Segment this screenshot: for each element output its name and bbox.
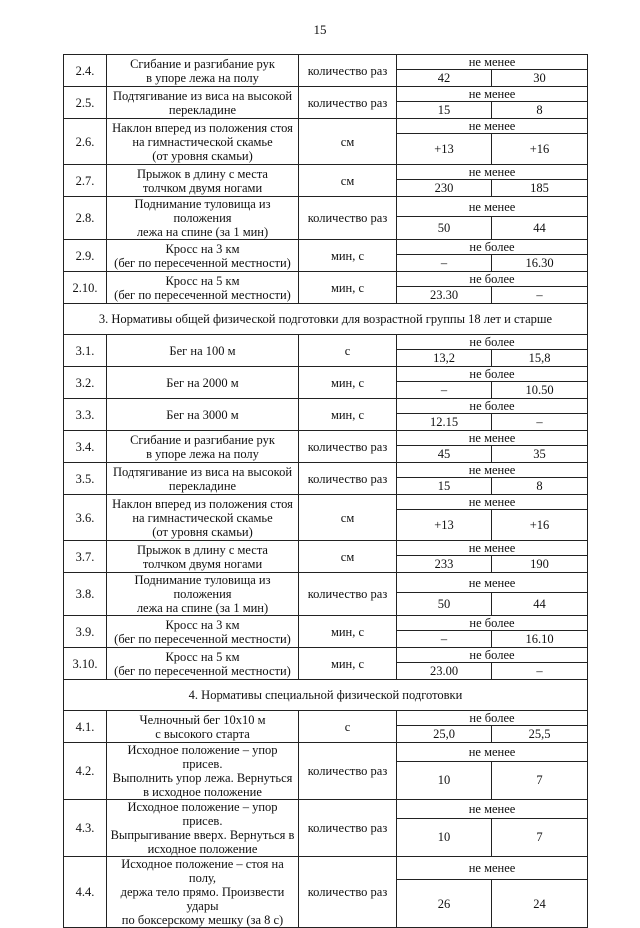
value-2: 190 (492, 556, 588, 573)
item-unit: количество раз (299, 573, 397, 616)
item-name-line: на гимнастической скамье (132, 510, 273, 525)
item-unit: количество раз (299, 55, 397, 87)
item-unit: мин, с (299, 272, 397, 304)
section-row (64, 304, 588, 335)
table-row (64, 165, 588, 180)
item-name-line: (бег по пересеченной местности) (114, 255, 291, 270)
item-name-line: Кросс на 3 км (165, 617, 240, 632)
item-name (107, 165, 299, 197)
requirement-label: не менее (397, 87, 588, 102)
item-name (107, 800, 299, 857)
requirement-label: не более (397, 240, 588, 255)
item-number: 3.9. (64, 616, 107, 648)
value-1: 15 (397, 102, 492, 119)
table-row (64, 367, 588, 382)
item-unit: с (299, 335, 397, 367)
item-name-line: в упоре лежа на полу (146, 446, 259, 461)
table-row (64, 87, 588, 102)
value-1: 15 (397, 478, 492, 495)
requirement-label: не менее (397, 197, 588, 217)
item-name-line: Кросс на 5 км (165, 649, 240, 664)
item-name (107, 240, 299, 272)
item-number: 3.4. (64, 431, 107, 463)
requirement-label: не менее (397, 431, 588, 446)
item-name-line: в исходное положение (143, 785, 262, 799)
value-1: 10 (397, 818, 492, 856)
value-1: – (397, 631, 492, 648)
value-1: – (397, 255, 492, 272)
item-name-line: толчком двумя ногами (142, 180, 263, 195)
value-1: 23.00 (397, 663, 492, 680)
item-number: 4.3. (64, 800, 107, 857)
table-row (64, 541, 588, 556)
item-name-line: лежа на спине (за 1 мин) (136, 225, 269, 239)
item-number: 2.7. (64, 165, 107, 197)
item-unit: количество раз (299, 463, 397, 495)
item-unit: с (299, 711, 397, 743)
item-name-line: (бег по пересеченной местности) (114, 663, 291, 678)
value-2: 30 (492, 70, 588, 87)
item-number: 3.2. (64, 367, 107, 399)
item-name-line: Прыжок в длину с места (137, 542, 268, 557)
item-unit: см (299, 119, 397, 165)
requirement-label: не более (397, 648, 588, 663)
item-name-line: лежа на спине (за 1 мин) (136, 601, 269, 615)
item-name-line: с высокого старта (155, 726, 250, 741)
item-name-line: Исходное положение – упор присев. (127, 743, 278, 771)
value-1: 12.15 (397, 414, 492, 431)
value-2: +16 (492, 510, 588, 541)
item-number: 2.10. (64, 272, 107, 304)
item-number: 3.1. (64, 335, 107, 367)
item-name (107, 541, 299, 573)
value-1: 45 (397, 446, 492, 463)
table-row (64, 573, 588, 593)
value-2: – (492, 414, 588, 431)
value-2: +16 (492, 134, 588, 165)
item-name-line: (бег по пересеченной местности) (114, 631, 291, 646)
item-name-line: Исходное положение – упор присев. (127, 800, 278, 828)
requirement-label: не менее (397, 119, 588, 134)
requirement-label: не более (397, 711, 588, 726)
value-2: – (492, 663, 588, 680)
table-row (64, 272, 588, 287)
item-name (107, 399, 299, 431)
item-name-line: держа тело прямо. Произвести удары (120, 885, 285, 913)
value-1: 23.30 (397, 287, 492, 304)
item-name-line: Выпрыгивание вверх. Вернуться в (110, 828, 295, 842)
value-1: 50 (397, 593, 492, 616)
item-unit: мин, с (299, 648, 397, 680)
value-2: 16.30 (492, 255, 588, 272)
value-2: 35 (492, 446, 588, 463)
section-title: 4. Нормативы специальной физической подготовки (64, 680, 588, 711)
requirement-label: не менее (397, 165, 588, 180)
value-1: 50 (397, 217, 492, 240)
table-row (64, 119, 588, 134)
item-name-line: Кросс на 3 км (165, 241, 240, 256)
item-name (107, 857, 299, 928)
item-name-line: (от уровня скамьи) (152, 524, 253, 539)
item-name-line: Кросс на 5 км (165, 273, 240, 288)
requirement-label: не более (397, 616, 588, 631)
item-name-line: Поднимание туловища из положения (134, 197, 271, 225)
item-name (107, 197, 299, 240)
item-name (107, 573, 299, 616)
table-row (64, 431, 588, 446)
item-unit: мин, с (299, 240, 397, 272)
item-name-line: Бег на 2000 м (166, 375, 239, 390)
value-2: 8 (492, 478, 588, 495)
table-row (64, 711, 588, 726)
item-name-line: Подтягивание из виса на высокой (112, 464, 293, 479)
item-name-line: (бег по пересеченной местности) (114, 287, 291, 302)
value-2: 44 (492, 217, 588, 240)
section-title: 3. Нормативы общей физической подготовки для возрастной группы 18 лет и старше (64, 304, 588, 335)
item-number: 2.6. (64, 119, 107, 165)
requirement-label: не менее (397, 495, 588, 510)
requirement-label: не более (397, 335, 588, 350)
requirement-label: не менее (397, 857, 588, 880)
item-number: 2.8. (64, 197, 107, 240)
item-number: 3.8. (64, 573, 107, 616)
table-row (64, 857, 588, 880)
item-name-line: толчком двумя ногами (142, 556, 263, 571)
item-name (107, 648, 299, 680)
value-2: – (492, 287, 588, 304)
value-2: 8 (492, 102, 588, 119)
value-2: 24 (492, 880, 588, 928)
item-number: 2.9. (64, 240, 107, 272)
item-name-line: Исходное положение – стоя на полу, (121, 857, 284, 885)
standards-table (63, 54, 588, 928)
table-row (64, 463, 588, 478)
item-name-line: Челночный бег 10х10 м (139, 712, 266, 727)
item-unit: мин, с (299, 399, 397, 431)
item-name-line: исходное положение (147, 842, 258, 856)
table-row (64, 335, 588, 350)
item-unit: количество раз (299, 431, 397, 463)
requirement-label: не менее (397, 743, 588, 762)
value-2: 10.50 (492, 382, 588, 399)
item-unit: количество раз (299, 800, 397, 857)
item-number: 3.7. (64, 541, 107, 573)
requirement-label: не менее (397, 55, 588, 70)
value-1: +13 (397, 510, 492, 541)
section-row (64, 680, 588, 711)
requirement-label: не более (397, 367, 588, 382)
item-name-line: Наклон вперед из положения стоя (112, 120, 293, 135)
requirement-label: не менее (397, 800, 588, 819)
item-unit: мин, с (299, 367, 397, 399)
item-name-line: перекладине (168, 478, 237, 493)
item-number: 4.1. (64, 711, 107, 743)
item-name (107, 495, 299, 541)
item-unit: количество раз (299, 857, 397, 928)
item-name-line: перекладине (168, 102, 237, 117)
value-1: 230 (397, 180, 492, 197)
value-2: 16.10 (492, 631, 588, 648)
item-name (107, 367, 299, 399)
value-1: 233 (397, 556, 492, 573)
value-1: 10 (397, 761, 492, 799)
requirement-label: не менее (397, 573, 588, 593)
value-2: 15,8 (492, 350, 588, 367)
item-name (107, 272, 299, 304)
item-name-line: Сгибание и разгибание рук (130, 432, 275, 447)
item-unit: количество раз (299, 87, 397, 119)
requirement-label: не более (397, 272, 588, 287)
value-1: – (397, 382, 492, 399)
item-unit: см (299, 165, 397, 197)
item-number: 3.3. (64, 399, 107, 431)
item-name-line: Поднимание туловища из положения (134, 573, 271, 601)
item-name (107, 87, 299, 119)
item-number: 3.5. (64, 463, 107, 495)
value-1: 42 (397, 70, 492, 87)
item-name (107, 711, 299, 743)
requirement-label: не менее (397, 463, 588, 478)
item-name-line: Сгибание и разгибание рук (130, 56, 275, 71)
value-2: 7 (492, 818, 588, 856)
page-number: 15 (313, 22, 327, 37)
item-name (107, 616, 299, 648)
value-2: 44 (492, 593, 588, 616)
item-name-line: в упоре лежа на полу (146, 70, 259, 85)
table-row (64, 743, 588, 762)
table-row (64, 495, 588, 510)
item-name (107, 119, 299, 165)
item-name (107, 335, 299, 367)
table-row (64, 800, 588, 819)
requirement-label: не более (397, 399, 588, 414)
value-2: 185 (492, 180, 588, 197)
value-2: 25,5 (492, 726, 588, 743)
value-1: 26 (397, 880, 492, 928)
item-name-line: Прыжок в длину с места (137, 166, 268, 181)
item-number: 3.6. (64, 495, 107, 541)
item-number: 3.10. (64, 648, 107, 680)
item-number: 2.4. (64, 55, 107, 87)
item-name-line: Бег на 3000 м (166, 407, 239, 422)
item-name-line: Наклон вперед из положения стоя (112, 496, 293, 511)
value-1: 25,0 (397, 726, 492, 743)
item-number: 4.4. (64, 857, 107, 928)
table-row (64, 399, 588, 414)
item-name-line: Выполнить упор лежа. Вернуться (112, 771, 293, 785)
item-name-line: Подтягивание из виса на высокой (112, 88, 293, 103)
item-unit: количество раз (299, 197, 397, 240)
item-name (107, 463, 299, 495)
item-unit: количество раз (299, 743, 397, 800)
item-name-line: на гимнастической скамье (132, 134, 273, 149)
table-row (64, 55, 588, 70)
item-name (107, 55, 299, 87)
table-row (64, 648, 588, 663)
item-name (107, 743, 299, 800)
item-number: 2.5. (64, 87, 107, 119)
item-unit: мин, с (299, 616, 397, 648)
item-unit: см (299, 541, 397, 573)
table-row (64, 240, 588, 255)
value-2: 7 (492, 761, 588, 799)
table-row (64, 197, 588, 217)
item-name-line: (от уровня скамьи) (152, 148, 253, 163)
item-name-line: по боксерскому мешку (за 8 с) (121, 913, 284, 927)
item-name-line: Бег на 100 м (169, 343, 236, 358)
table-row (64, 616, 588, 631)
value-1: 13,2 (397, 350, 492, 367)
value-1: +13 (397, 134, 492, 165)
item-number: 4.2. (64, 743, 107, 800)
item-name (107, 431, 299, 463)
item-unit: см (299, 495, 397, 541)
requirement-label: не менее (397, 541, 588, 556)
